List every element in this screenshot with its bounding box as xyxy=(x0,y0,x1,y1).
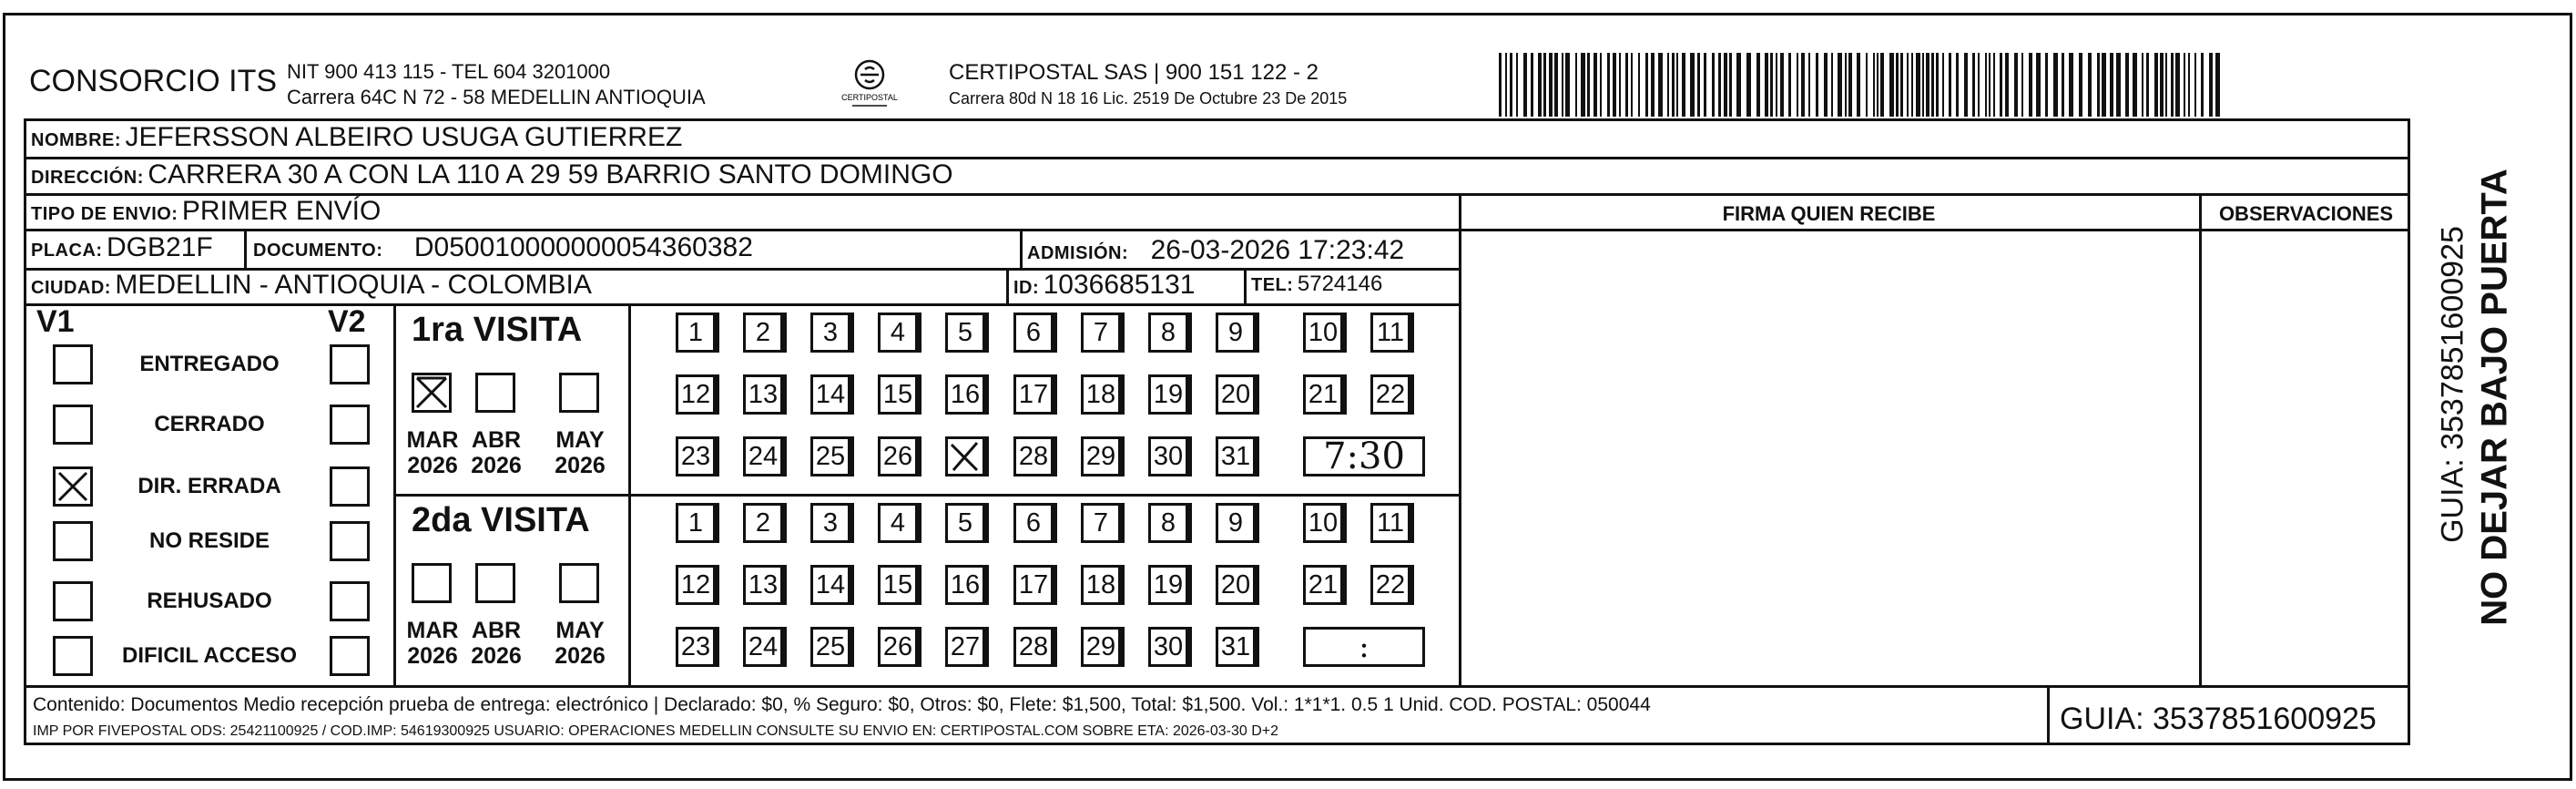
barcode-bar xyxy=(2116,53,2121,117)
firma-label: FIRMA QUIEN RECIBE xyxy=(1722,202,1936,225)
day-28[interactable]: 28 xyxy=(1013,436,1054,476)
barcode-bar xyxy=(2062,53,2064,117)
barcode-bar xyxy=(1510,53,1512,117)
day-26[interactable]: 26 xyxy=(878,627,918,667)
v1-checkbox[interactable] xyxy=(53,466,93,507)
status-label: REHUSADO xyxy=(147,589,272,613)
admision-label: ADMISIÓN: xyxy=(1027,243,1129,263)
day-18[interactable]: 18 xyxy=(1081,565,1121,605)
day-18[interactable]: 18 xyxy=(1081,374,1121,415)
barcode-bar xyxy=(1907,53,1909,117)
barcode-bar xyxy=(1866,53,1868,117)
barcode-bar xyxy=(1765,53,1768,117)
day-7[interactable]: 7 xyxy=(1081,313,1121,353)
barcode-bar xyxy=(2142,53,2143,117)
v1-checkbox[interactable] xyxy=(53,344,93,384)
day-19[interactable]: 19 xyxy=(1148,565,1188,605)
day-9[interactable]: 9 xyxy=(1216,313,1256,353)
barcode-bar xyxy=(2154,53,2158,117)
company-name: CONSORCIO ITS xyxy=(29,64,278,98)
tipo-value: PRIMER ENVÍO xyxy=(181,196,382,226)
month-label: ABR xyxy=(471,618,522,643)
footer-guia: GUIA: 3537851600925 xyxy=(2060,702,2377,736)
status-label: DIR. ERRADA xyxy=(137,474,281,498)
v1-label: V1 xyxy=(36,304,75,339)
day-12[interactable]: 12 xyxy=(676,374,716,415)
day-26[interactable]: 26 xyxy=(878,436,918,476)
barcode-bar xyxy=(1746,53,1751,117)
month-checkbox[interactable] xyxy=(559,563,599,603)
barcode-bar xyxy=(1756,53,1760,117)
month-label: ABR xyxy=(471,427,522,453)
barcode-bar xyxy=(1949,53,1951,117)
day-8[interactable]: 8 xyxy=(1148,313,1188,353)
barcode-bar xyxy=(1831,53,1833,117)
barcode-bar xyxy=(1877,53,1879,117)
placa-cell xyxy=(31,232,213,263)
day-30[interactable]: 30 xyxy=(1148,627,1188,667)
barcode-bar xyxy=(2171,53,2174,117)
day-27[interactable]: 27 xyxy=(945,627,985,667)
barcode-bar xyxy=(2160,53,2164,117)
day-31[interactable]: 31 xyxy=(1216,436,1256,476)
barcode-bar xyxy=(1911,53,1913,117)
direccion-label: DIRECCIÓN: xyxy=(31,168,144,188)
v2-checkbox[interactable] xyxy=(330,636,370,676)
day-21[interactable]: 21 xyxy=(1303,565,1343,605)
admision-cell xyxy=(1027,235,1404,266)
day-27[interactable] xyxy=(945,436,985,476)
day-24[interactable]: 24 xyxy=(743,627,783,667)
barcode-bar xyxy=(1896,53,1899,117)
day-20[interactable]: 20 xyxy=(1216,374,1256,415)
barcode-bar xyxy=(2053,53,2058,117)
observaciones-label: OBSERVACIONES xyxy=(2218,202,2394,225)
day-4[interactable]: 4 xyxy=(878,313,918,353)
day-17[interactable]: 17 xyxy=(1013,374,1054,415)
month-label: MAR xyxy=(406,427,459,453)
carrier-address: Carrera 80d N 18 16 Lic. 2519 De Octubre 23 De 2015 xyxy=(949,89,1348,108)
barcode-bar xyxy=(1922,53,1924,117)
barcode-bar xyxy=(1729,53,1732,117)
v2-checkbox[interactable] xyxy=(330,344,370,384)
barcode-bar xyxy=(1780,53,1784,117)
barcode-bar xyxy=(1672,53,1675,117)
month-year: 2026 xyxy=(555,453,606,478)
day-20[interactable]: 20 xyxy=(1216,565,1256,605)
tel-label: TEL: xyxy=(1251,275,1294,295)
day-3[interactable]: 3 xyxy=(810,313,850,353)
barcode-bar xyxy=(1667,53,1669,117)
day-29[interactable]: 29 xyxy=(1081,627,1121,667)
barcode-bar xyxy=(1619,53,1621,117)
barcode-bar xyxy=(1575,53,1577,117)
time-field[interactable]: : xyxy=(1303,627,1425,667)
day-13[interactable]: 13 xyxy=(743,565,783,605)
barcode-bar xyxy=(1801,53,1805,117)
day-6[interactable]: 6 xyxy=(1013,313,1054,353)
day-7[interactable]: 7 xyxy=(1081,503,1121,543)
barcode-bar xyxy=(1697,53,1700,117)
barcode-bar xyxy=(1651,53,1655,117)
nombre-label: NOMBRE: xyxy=(31,130,122,150)
day-30[interactable]: 30 xyxy=(1148,436,1188,476)
direccion-value: CARRERA 30 A CON LA 110 A 29 59 BARRIO SANTO DOMINGO xyxy=(148,159,953,190)
observaciones-area[interactable] xyxy=(2202,231,2408,685)
barcode-bar xyxy=(1593,53,1597,117)
month-year: 2026 xyxy=(407,643,458,669)
month-label: MAR xyxy=(406,618,459,643)
barcode-bar xyxy=(2215,53,2220,117)
placa-value: DGB21F xyxy=(107,232,213,262)
visit-title: 1ra VISITA xyxy=(412,311,583,349)
status-label: DIFICIL ACCESO xyxy=(121,643,297,668)
status-label: NO RESIDE xyxy=(148,528,270,553)
barcode-bar xyxy=(1989,53,1991,117)
month-year: 2026 xyxy=(471,643,522,669)
day-22[interactable]: 22 xyxy=(1370,374,1410,415)
barcode-bar xyxy=(2201,53,2204,117)
barcode-bar xyxy=(1718,53,1721,117)
footer-imp: IMP POR FIVEPOSTAL ODS: 25421100925 / COD.IMP: 54619300925 USUARIO: OPERACIONES MEDELLIN CONSULTE SU ENVIO EN: CERTIPOSTAL.COM SOBRE ETA: 2026-03-30 D+2 xyxy=(33,723,1279,739)
barcode-bar xyxy=(1964,53,1968,117)
day-17[interactable]: 17 xyxy=(1013,565,1054,605)
day-23[interactable]: 23 xyxy=(676,627,716,667)
barcode-bar xyxy=(2079,53,2082,117)
barcode-bar xyxy=(1808,53,1810,117)
ciudad-label: CIUDAD: xyxy=(31,278,111,298)
month-year: 2026 xyxy=(407,453,458,478)
barcode-bar xyxy=(1682,53,1685,117)
barcode-bar xyxy=(1607,53,1610,117)
time-field[interactable]: 7:30 xyxy=(1303,436,1425,476)
day-10[interactable]: 10 xyxy=(1303,313,1343,353)
day-2[interactable]: 2 xyxy=(743,503,783,543)
barcode-bar xyxy=(1857,53,1860,117)
v1-checkbox[interactable] xyxy=(53,636,93,676)
footer-contenido: Contenido: Documentos Medio recepción prueba de entrega: electrónico | Declarado: $0, % Seguro: $0, Otros: $0, Flete: $1,500, Total: $1,500. Vol.: 1*1*1. 0.5 1 Unid. COD. POSTAL: 050044 xyxy=(33,694,1651,715)
barcode-bar xyxy=(1942,53,1944,117)
day-11[interactable]: 11 xyxy=(1370,503,1410,543)
barcode-bar xyxy=(2005,53,2009,117)
barcode-bar xyxy=(2036,53,2041,117)
month-checkbox[interactable] xyxy=(475,563,515,603)
barcode-bar xyxy=(2188,53,2190,117)
barcode-bar xyxy=(2021,53,2023,117)
barcode-bar xyxy=(2146,53,2149,117)
month-checkbox[interactable] xyxy=(412,563,452,603)
v1-checkbox[interactable] xyxy=(53,405,93,445)
admision-value: 26-03-2026 17:23:42 xyxy=(1150,235,1405,265)
nombre-row xyxy=(31,122,682,153)
side-warning: NO DEJAR BAJO PUERTA xyxy=(2474,169,2515,626)
id-value: 1036685131 xyxy=(1043,270,1196,300)
tel-cell xyxy=(1251,272,1382,297)
month-label: MAY xyxy=(555,618,605,643)
day-25[interactable]: 25 xyxy=(810,627,850,667)
documento-label: DOCUMENTO: xyxy=(253,241,383,261)
id-cell xyxy=(1013,270,1195,301)
barcode xyxy=(1499,53,2227,117)
day-15[interactable]: 15 xyxy=(878,565,918,605)
barcode-bar xyxy=(1900,53,1903,117)
month-label: MAY xyxy=(555,427,605,453)
barcode-bar xyxy=(1499,53,1502,117)
visit-title: 2da VISITA xyxy=(412,501,590,539)
barcode-bar xyxy=(1985,53,1987,117)
documento-cell xyxy=(253,232,753,263)
barcode-bar xyxy=(1736,53,1741,117)
barcode-bar xyxy=(1936,53,1939,117)
month-checkbox[interactable] xyxy=(559,373,599,413)
svg-text:CERTIPOSTAL: CERTIPOSTAL xyxy=(841,93,898,102)
direccion-row xyxy=(31,159,953,190)
barcode-bar xyxy=(1613,53,1616,117)
barcode-bar xyxy=(2184,53,2185,117)
day-29[interactable]: 29 xyxy=(1081,436,1121,476)
day-24[interactable]: 24 xyxy=(743,436,783,476)
barcode-bar xyxy=(2088,53,2092,117)
month-year: 2026 xyxy=(471,453,522,478)
tipo-row xyxy=(31,196,381,227)
barcode-bar xyxy=(1889,53,1894,117)
day-22[interactable]: 22 xyxy=(1370,565,1410,605)
barcode-bar xyxy=(1845,53,1847,117)
day-28[interactable]: 28 xyxy=(1013,627,1054,667)
day-14[interactable]: 14 xyxy=(810,565,850,605)
v2-label: V2 xyxy=(328,304,366,339)
certipostal-logo xyxy=(832,56,907,111)
barcode-bar xyxy=(1724,53,1727,117)
v2-checkbox[interactable] xyxy=(330,581,370,621)
day-21[interactable]: 21 xyxy=(1303,374,1343,415)
day-8[interactable]: 8 xyxy=(1148,503,1188,543)
v2-checkbox[interactable] xyxy=(330,466,370,507)
barcode-bar xyxy=(1797,53,1798,117)
barcode-bar xyxy=(1531,53,1533,117)
barcode-bar xyxy=(1880,53,1884,117)
v1-checkbox[interactable] xyxy=(53,581,93,621)
day-2[interactable]: 2 xyxy=(743,313,783,353)
barcode-bar xyxy=(2110,53,2113,117)
side-guia: GUIA: 3537851600925 xyxy=(2435,226,2470,543)
day-13[interactable]: 13 xyxy=(743,374,783,415)
tel-value: 5724146 xyxy=(1297,272,1383,296)
barcode-bar xyxy=(1562,53,1563,117)
status-label: CERRADO xyxy=(154,412,265,436)
barcode-bar xyxy=(1931,53,1934,117)
carrier-name: CERTIPOSTAL SAS | 900 151 122 - 2 xyxy=(949,60,1319,85)
day-23[interactable]: 23 xyxy=(676,436,716,476)
barcode-bar xyxy=(1824,53,1828,117)
barcode-bar xyxy=(2165,53,2167,117)
barcode-bar xyxy=(2175,53,2180,117)
ciudad-value: MEDELLIN - ANTIOQUIA - COLOMBIA xyxy=(115,270,592,300)
barcode-bar xyxy=(1543,53,1546,117)
month-checkbox[interactable] xyxy=(475,373,515,413)
day-16[interactable]: 16 xyxy=(945,374,985,415)
barcode-bar xyxy=(2102,53,2106,117)
barcode-bar xyxy=(2014,53,2018,117)
barcode-bar xyxy=(1848,53,1852,117)
barcode-bar xyxy=(1645,53,1648,117)
barcode-bar xyxy=(2209,53,2213,117)
barcode-bar xyxy=(1776,53,1777,117)
barcode-bar xyxy=(1712,53,1715,117)
barcode-bar xyxy=(1549,53,1553,117)
barcode-bar xyxy=(1631,53,1633,117)
day-1[interactable]: 1 xyxy=(676,503,716,543)
barcode-bar xyxy=(1972,53,1975,117)
barcode-bar xyxy=(1538,53,1542,117)
barcode-bar xyxy=(1788,53,1791,117)
barcode-bar xyxy=(1505,53,1507,117)
barcode-bar xyxy=(1587,53,1590,117)
id-label: ID: xyxy=(1013,278,1040,298)
day-1[interactable]: 1 xyxy=(676,313,716,353)
day-6[interactable]: 6 xyxy=(1013,503,1054,543)
barcode-bar xyxy=(2029,53,2032,117)
barcode-bar xyxy=(1523,53,1527,117)
barcode-bar xyxy=(1873,53,1875,117)
day-5[interactable]: 5 xyxy=(945,313,985,353)
barcode-bar xyxy=(2133,53,2137,117)
placa-label: PLACA: xyxy=(31,241,103,261)
day-15[interactable]: 15 xyxy=(878,374,918,415)
barcode-bar xyxy=(1625,53,1628,117)
barcode-bar xyxy=(1600,53,1602,117)
company-address: Carrera 64C N 72 - 58 MEDELLIN ANTIOQUIA xyxy=(287,86,706,108)
barcode-bar xyxy=(1978,53,1980,117)
day-5[interactable]: 5 xyxy=(945,503,985,543)
day-9[interactable]: 9 xyxy=(1216,503,1256,543)
barcode-bar xyxy=(2000,53,2002,117)
nombre-value: JEFERSSON ALBEIRO USUGA GUTIERREZ xyxy=(125,122,683,152)
month-checkbox[interactable] xyxy=(412,373,452,413)
barcode-bar xyxy=(1690,53,1695,117)
barcode-bar xyxy=(1565,53,1570,117)
barcode-bar xyxy=(1676,53,1678,117)
barcode-bar xyxy=(2045,53,2048,117)
barcode-bar xyxy=(1816,53,1818,117)
day-19[interactable]: 19 xyxy=(1148,374,1188,415)
barcode-bar xyxy=(1993,53,1995,117)
barcode-bar xyxy=(2097,53,2100,117)
barcode-bar xyxy=(1916,53,1920,117)
barcode-bar xyxy=(1956,53,1959,117)
documento-value: D050010000000054360382 xyxy=(413,232,753,262)
tipo-label: TIPO DE ENVIO: xyxy=(31,204,178,224)
barcode-bar xyxy=(1638,53,1640,117)
day-3[interactable]: 3 xyxy=(810,503,850,543)
month-year: 2026 xyxy=(555,643,606,669)
day-16[interactable]: 16 xyxy=(945,565,985,605)
barcode-bar xyxy=(1770,53,1773,117)
barcode-bar xyxy=(2125,53,2129,117)
firma-area[interactable] xyxy=(1461,231,2199,685)
barcode-bar xyxy=(1704,53,1706,117)
company-nit: NIT 900 413 115 - TEL 604 3201000 xyxy=(287,60,611,83)
status-label: ENTREGADO xyxy=(139,352,280,376)
day-14[interactable]: 14 xyxy=(810,374,850,415)
barcode-bar xyxy=(1838,53,1842,117)
day-31[interactable]: 31 xyxy=(1216,627,1256,667)
barcode-bar xyxy=(1658,53,1663,117)
barcode-bar xyxy=(1926,53,1929,117)
v2-checkbox[interactable] xyxy=(330,405,370,445)
day-4[interactable]: 4 xyxy=(878,503,918,543)
v1-checkbox[interactable] xyxy=(53,521,93,561)
ciudad-cell xyxy=(31,270,592,301)
v2-checkbox[interactable] xyxy=(330,521,370,561)
barcode-bar xyxy=(1554,53,1558,117)
barcode-bar xyxy=(1516,53,1518,117)
day-11[interactable]: 11 xyxy=(1370,313,1410,353)
barcode-bar xyxy=(2069,53,2073,117)
day-10[interactable]: 10 xyxy=(1303,503,1343,543)
day-12[interactable]: 12 xyxy=(676,565,716,605)
barcode-bar xyxy=(1581,53,1585,117)
barcode-bar xyxy=(2194,53,2196,117)
day-25[interactable]: 25 xyxy=(810,436,850,476)
